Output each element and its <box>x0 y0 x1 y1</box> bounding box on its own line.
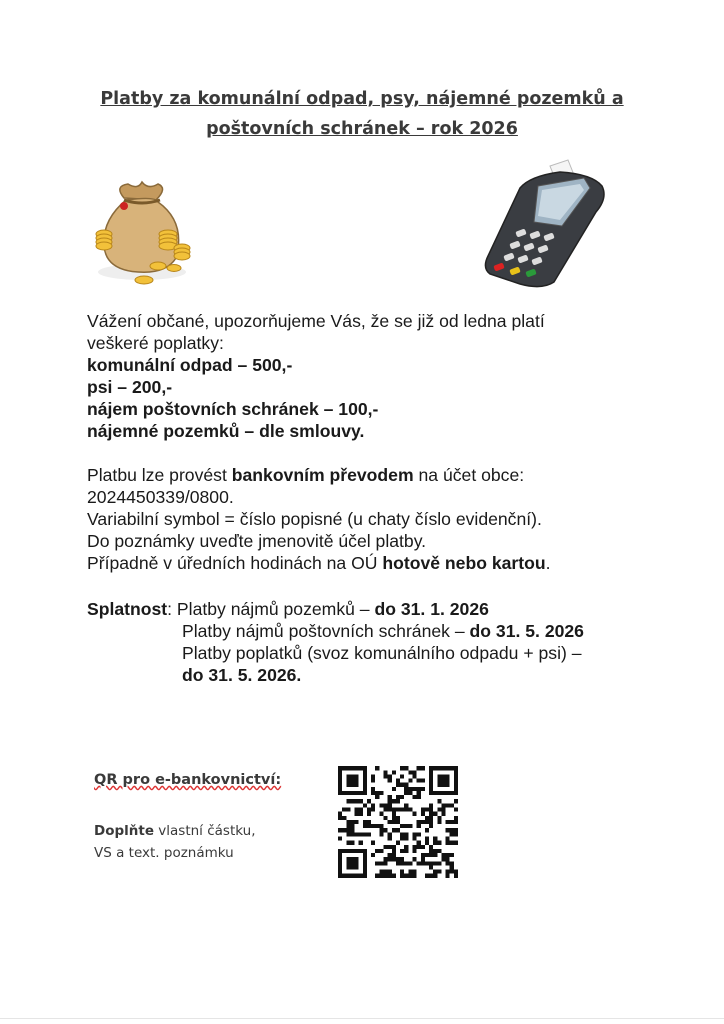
main-text <box>87 310 687 574</box>
qr-note: Doplňte vlastní částku, VS a text. poznámku <box>94 823 256 861</box>
page-title <box>0 84 724 144</box>
payment-terminal-icon <box>480 158 612 288</box>
intro-line-1: Vážení občané, upozorňujeme Vás, že se již od ledna platí <box>87 311 545 331</box>
qr-code[interactable] <box>338 766 458 878</box>
variable-symbol: Variabilní symbol = číslo popisné (u chaty číslo evidenční). <box>87 509 542 529</box>
payment-note: Do poznámky uveďte jmenovitě účel platby. <box>87 531 427 551</box>
payment-line-1: Platbu lze provést bankovním převodem na účet obce: <box>87 465 525 485</box>
scan-edge-line <box>0 1018 724 1019</box>
due-row-1: Splatnost: Platby nájmů pozemků – do 31. 1. 2026 <box>87 599 489 619</box>
due-row-2: Platby nájmů poštovních schránek – do 31. 5. 2026 <box>182 621 584 641</box>
title-line-2: poštovních schránek – rok 2026 <box>206 119 518 139</box>
due-dates <box>87 598 707 686</box>
fee-mailboxes: nájem poštovních schránek – 100,- <box>87 399 379 419</box>
intro-line-2: veškeré poplatky: <box>87 333 224 353</box>
office-payment: Případně v úředních hodinách na OÚ hotově nebo kartou. <box>87 553 551 573</box>
due-row-4: do 31. 5. 2026. <box>182 665 302 685</box>
due-row-3: Platby poplatků (svoz komunálního odpadu + psi) – <box>182 643 582 663</box>
fee-dogs: psi – 200,- <box>87 377 173 397</box>
qr-title: QR pro e-bankovnictví: <box>94 772 282 788</box>
title-line-1: Platby za komunální odpad, psy, nájemné pozemků a <box>100 89 624 109</box>
fee-land-rent: nájemné pozemků – dle smlouvy. <box>87 421 365 441</box>
money-bag-icon <box>94 176 194 288</box>
fee-waste: komunální odpad – 500,- <box>87 355 293 375</box>
account-number: 2024450339/0800. <box>87 487 234 507</box>
